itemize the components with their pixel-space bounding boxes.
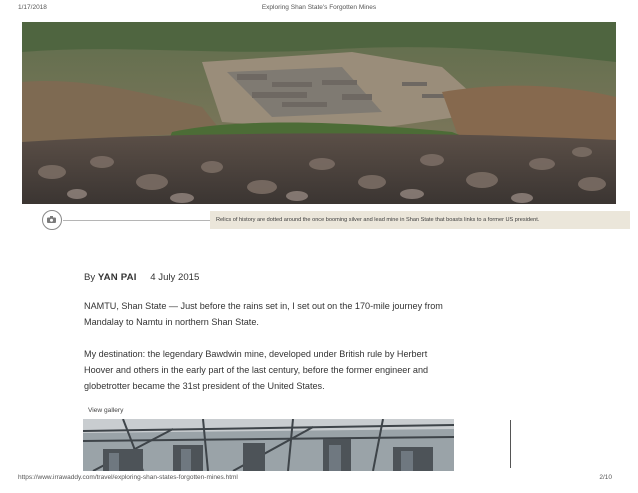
byline-by: By xyxy=(84,272,96,283)
view-gallery-link[interactable]: View gallery xyxy=(88,407,124,414)
hero-caption-row xyxy=(22,208,616,234)
print-footer-page: 2/10 xyxy=(599,474,612,481)
publish-date: 4 July 2015 xyxy=(150,272,200,283)
caption-connector-line xyxy=(63,220,210,221)
camera-icon xyxy=(47,216,56,223)
byline xyxy=(84,272,199,283)
print-header-title: Exploring Shan State's Forgotten Mines xyxy=(261,4,377,11)
gallery-image[interactable] xyxy=(83,419,454,471)
author-name[interactable]: YAN PAI xyxy=(97,272,137,283)
article-paragraph-1: NAMTU, Shan State — Just before the rains set in, I set out on the 170-mile journey from Mandalay to Namtu in northern Shan State. xyxy=(84,301,443,327)
gallery-divider xyxy=(510,420,511,468)
hero-caption-text: Relics of history are dotted around the once booming silver and lead mine in Shan State that boasts links to a former US president. xyxy=(210,211,630,229)
print-header-date: 1/17/2018 xyxy=(18,4,47,11)
gallery-photo-illustration xyxy=(83,419,454,471)
print-footer-url: https://www.irrawaddy.com/travel/exploring-shan-states-forgotten-mines.html xyxy=(18,474,238,481)
hero-image xyxy=(22,22,616,204)
caption-toggle-button[interactable] xyxy=(42,210,62,230)
article-paragraph-2: My destination: the legendary Bawdwin mine, developed under British rule by Herbert Hoover and others in the early part of the last century, before the former engineer and globetrotter became the 31st president of the United States. xyxy=(84,349,429,391)
hero-photo-illustration xyxy=(22,22,616,204)
